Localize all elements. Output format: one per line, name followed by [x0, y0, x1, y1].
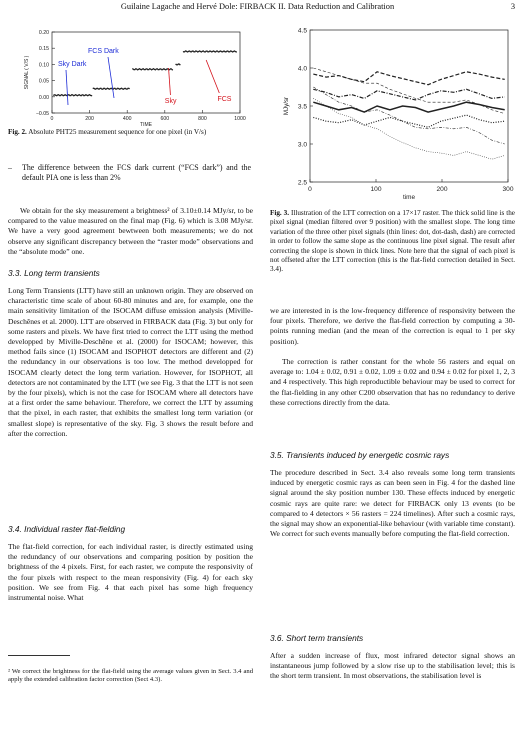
fig2-ytick-label: 0.05 — [38, 78, 49, 85]
paragraph-text: we are interested in is the low-frequency difference of responsivity between the four pixels. Therefore, we derive the flat-field correction by computing a 30-points running median (and the mean of the correction is equal to 1 per sky position). — [270, 306, 515, 346]
section-heading-3-4: 3.4. Individual raster flat-fielding — [8, 524, 126, 534]
figure-2-caption — [8, 128, 253, 137]
bullet-text: The difference between the FCS dark current (“FCS dark”) and the default PIA one is less than 2% — [22, 163, 251, 183]
fig2-ytick-label: 0.10 — [38, 62, 49, 69]
fig2-annotation-sky-dark: Sky Dark — [58, 61, 87, 68]
fig3-ytick-label: 4.0 — [297, 65, 307, 73]
figure-3-label: Fig. 3. — [270, 209, 290, 217]
bullet-fcs-dark — [8, 163, 253, 184]
fig2-ylabel: SIGNAL ( V/S ) — [24, 55, 30, 90]
page-number: 3 — [510, 2, 515, 11]
fig2-point — [235, 51, 237, 53]
fig3-ytick-label: 3.5 — [297, 103, 307, 111]
fig2-xtick-label: 800 — [198, 116, 207, 122]
fig2-point — [91, 95, 93, 97]
figure-2-label: Fig. 2. — [8, 128, 27, 136]
paragraph-cosmic-rays — [270, 468, 515, 539]
fig3-series-thick-dotdash — [313, 89, 504, 100]
fig2-ytick-label: 0.00 — [38, 94, 49, 101]
fig2-arrow-fcs-dark — [108, 57, 114, 98]
paragraph-text: The correction is rather constant for the whole 56 rasters and equal on average to: 1.04 ± 0.02, 0.91 ± 0.02, 1.09 ± 0.02 and 0.94 ± 0.02 for pixel 1, 2, 3 and 4 respectively. This high reproductible behaviour may be used to correct for the flat-fielding in any other C200 observation that has no redundancy to derive these corrections directly from the data. — [270, 357, 515, 407]
paragraph-text: The procedure described in Sect. 3.4 also reveals some long term transients induced by energetic cosmic rays as can been seen in Fig. 4 for the dashed line signal around the sky position number 130. These effects induced by energetic cosmic rays are quite rare: we detect for FIRBACK only 13 events (to be compared to 4 detectors × 56 rasters = 224 timelines). After such a cosmic rays, the signal may show an exponential-like behaviour (with variable time constant). We correct for such events manually before computing the flat-field correction. — [270, 468, 515, 539]
fig2-xtick-label: 600 — [160, 116, 170, 122]
fig2-xlabel: TIME — [140, 122, 152, 128]
paragraph-short-term-transients — [270, 651, 515, 682]
fig2-xtick-label: 0 — [50, 116, 54, 122]
fig3-xtick-label: 100 — [370, 186, 382, 193]
paragraph-correction-constant — [270, 357, 515, 408]
fig3-xtick-label: 0 — [308, 186, 312, 193]
section-heading-3-3: 3.3. Long term transients — [8, 268, 100, 278]
running-header — [0, 2, 515, 14]
fig2-xtick-label: 200 — [85, 116, 94, 122]
section-heading-3-5: 3.5. Transients induced by energetic cosmic rays — [270, 450, 450, 460]
fig3-ytick-label: 3.0 — [297, 141, 307, 149]
fig3-xtick-label: 300 — [502, 186, 514, 193]
fig3-ytick-label: 2.5 — [297, 179, 307, 187]
fig2-arrow-sky-dark — [66, 70, 68, 105]
fig2-point — [128, 88, 130, 90]
figure-2-caption-text: Absolute PHT25 measurement sequence for one pixel (in V/s) — [28, 128, 207, 136]
fig2-arrow-fcs — [206, 60, 219, 93]
paragraph-low-frequency — [270, 306, 515, 347]
fig2-ytick-label: 0.15 — [38, 46, 49, 53]
figure-3-caption-text: Illustration of the LTT correction on a 17×17 raster. The thick solid line is the pixel signal (median filtered over 9 position) with the smallest slope. The long time variation of the three other pixel signals (thin lines: dot, dot-dash, dash) are corrected in order to follow the same slope as the continuous line pixel signal. The result after correcting the slope is shown in thick lines. Note here that the signal of each pixel is not offseted after the LTT correction (this is the flat-field correction detailed in Sect. 3.4). — [270, 209, 515, 274]
paragraph-long-term-transients — [8, 286, 253, 439]
fig2-point — [179, 64, 181, 66]
running-title: Guilaine Lagache and Hervé Dole: FIRBACK II. Data Reduction and Calibration — [120, 2, 395, 11]
fig3-ylabel: MJy/sr — [283, 96, 290, 116]
paragraph-text: The flat-field correction, for each individual raster, is directly estimated using the redundancy of our observations and comparing position by position the brightness of the 4 pixels. First, for each raster, we compute the responsivity of the four pixels with respect to the mean responsivity (Fig. 4) for each sky position. We see from Fig. 4 that each pixel has some high frequency instrumental noise. What — [8, 542, 253, 603]
fig2-xtick-label: 400 — [122, 116, 132, 122]
fig3-ytick-label: 4.5 — [297, 27, 307, 35]
fig3-series-thick-solid — [313, 102, 504, 112]
section-heading-3-6: 3.6. Short term transients — [270, 633, 364, 643]
fig3-series-thick-dash — [313, 72, 504, 85]
fig2-annotation-fcs: FCS — [217, 96, 232, 103]
fig3-series-thin-dot — [313, 98, 504, 159]
paragraph-sky-measurement — [8, 206, 253, 257]
fig2-annotation-fcs-dark: FCS Dark — [88, 48, 119, 55]
fig2-ytick-label: −0.05 — [35, 111, 49, 117]
fig2-point — [172, 69, 174, 71]
fig3-xtick-label: 200 — [436, 186, 448, 193]
footnote-rule — [8, 655, 70, 656]
footnote-2: ² We correct the brightness for the flat-field using the average values given in Sect. 3.4 and apply the extended calibration factor correction (Sect 4.3). — [8, 668, 253, 684]
figure-2-plot — [8, 22, 248, 129]
fig2-annotation-sky: Sky — [164, 98, 177, 105]
fig2-arrow-sky — [169, 68, 171, 95]
paragraph-text: Long Term Transients (LTT) have still an unknown origin. They are observed on characteristic time scale of about 60-80 minutes and are, for example, one the main sensitivity limitation of the ISOCAM diffuse emission analysis (Miville-Deschênes et al. 2000). LTT are observed in FIRBACK data (Fig. 3) but only for some rasters and pixels. We have first tried to correct the LTT using the method developped by Miville-Deschêne et al. (2000) for ISOCAM; however, this method fails since (1) ISOCAM and ISOPHOT detectors are different and (2) the redundancy in our observations is too low. The method developped for ISOCAM clearly detect the long term variation. However, for ISOPHOT, all detectors are not contaminated by the LTT (we see Fig. 3 that the LTT is not seen by the four pixels), which is not the case for ISOCAM where all detectors have at a first order the same behaviour. Therefore, we correct the LTT by assuming that the pixel, in each raster, that exhibits the smallest long term variation (or smallest slope) is representative of the sky. Fig. 3 shows the result before and after the correction. — [8, 286, 254, 438]
bullet-dash: – — [8, 163, 12, 172]
fig2-ytick-label: 0.20 — [38, 30, 49, 36]
fig2-xtick-label: 1000 — [234, 116, 246, 122]
paragraph-text: We obtain for the sky measurement a brightness² of 3.10±0.14 MJy/sr, to be compared to the value measured on the final map (Fig. 6) which is 3.08 MJy/sr. We have a very good agreement bewtween both measurements; we do not observe any significant discrepancy between the “raster mode” observations and the “absolute mode” one. — [8, 206, 253, 256]
fig3-xlabel: time — [402, 194, 416, 201]
paragraph-text: After a sudden increase of flux, most infrared detector signal shows an instantaneous jump followed by a slow rise up to the stabilisation level; this is the short term transient. In most observations, the stabilisation level is — [270, 651, 515, 681]
fig3-series-thick-dot — [313, 115, 504, 127]
fig3-series-thin-dotdash — [313, 87, 504, 144]
figure-3-plot — [270, 22, 515, 202]
figure-3-caption — [270, 209, 515, 275]
paragraph-flat-fielding — [8, 542, 253, 603]
fig2-frame — [52, 32, 240, 113]
